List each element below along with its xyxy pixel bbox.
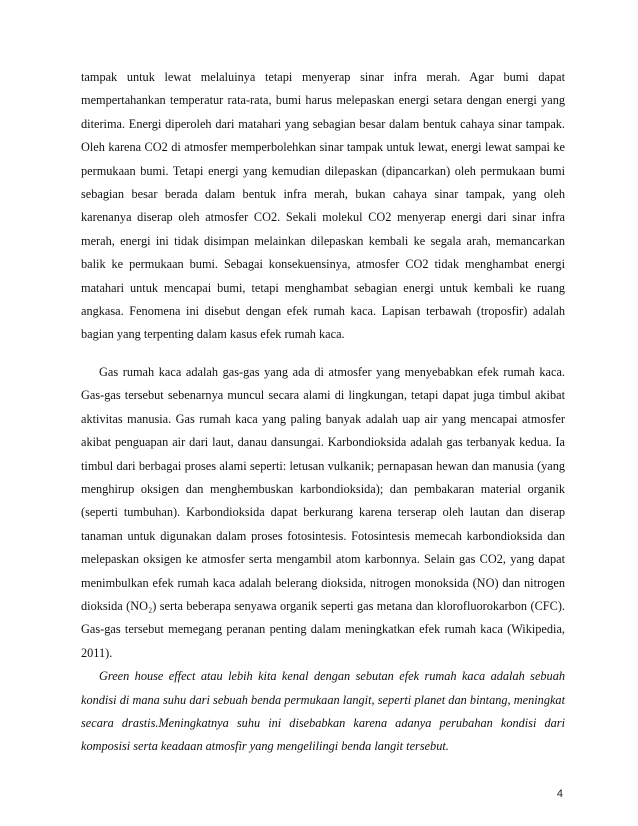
body-text <box>81 66 565 759</box>
paragraph-greenhouse-definition: Green house effect atau lebih kita kenal dengan sebutan efek rumah kaca adalah sebuah kondisi di mana suhu dari sebuah benda permukaan langit, seperti planet dan bintang, meningkat secara drastis.Meningkatnya suhu ini disebabkan karena adanya perubahan kondisi dari komposisi serta keadaan atmosfir yang mengelilingi benda langit tersebut. <box>81 669 565 754</box>
page-number: 4 <box>556 788 563 800</box>
paragraph-greenhouse-mechanism: tampak untuk lewat melaluinya tetapi menyerap sinar infra merah. Agar bumi dapat mempertahankan temperatur rata-rata, bumi harus melepaskan energi setara dengan energi yang diterima. Energi diperoleh dari matahari yang sebagian besar dalam bentuk cahaya sinar tampak. Oleh karena CO2 di atmosfer memperbolehkan sinar tampak untuk lewat, energi lewat sampai ke permukaan bumi. Tetapi energi yang kemudian dilepaskan (dipancarkan) oleh permukaan bumi sebagian besar berada dalam bentuk infra merah, bukan cahaya sinar tampak, yang oleh karenanya diserap oleh atmosfer CO2. Sekali molekul CO2 menyerap energi dari sinar infra merah, energi ini tidak disimpan melainkan dilepaskan kembali ke segala arah, memancarkan balik ke permukaan bumi. Sebagai konsekuensinya, atmosfer CO2 tidak menghambat energi matahari untuk mencapai bumi, tetapi menghambat sebagian energi untuk kembali ke ruang angkasa. Fenomena ini disebut dengan efek rumah kaca. Lapisan terbawah (troposfir) adalah bagian yang terpenting dalam kasus efek rumah kaca. <box>81 70 565 342</box>
paragraph-greenhouse-gases: Gas rumah kaca adalah gas-gas yang ada di atmosfer yang menyebabkan efek rumah kaca. Gas-gas tersebut sebenarnya muncul secara alami di lingkungan, tetapi dapat juga timbul akibat aktivitas manusia. Gas rumah kaca yang paling banyak adalah uap air yang mencapai atmosfer akibat penguapan air dari laut, danau dansungai. Karbondioksida adalah gas terbanyak kedua. Ia timbul dari berbagai proses alami seperti: letusan vulkanik; pernapasan hewan dan manusia (yang menghirup oksigen dan menghembuskan karbondioksida); dan pembakaran material organik (seperti tumbuhan). Karbondioksida dapat berkurang karena terserap oleh lautan dan diserap tanaman untuk digunakan dalam proses fotosintesis. Fotosintesis memecah karbondioksida dan melepaskan oksigen ke atmosfer serta mengambil atom karbonnya. Selain gas CO2, yang dapat menimbulkan efek rumah kaca adalah belerang dioksida, nitrogen monoksida (NO) dan nitrogen dioksida (NO₂) serta beberapa senyawa organik seperti gas metana dan klorofluorokarbon (CFC). Gas-gas tersebut memegang peranan penting dalam meningkatkan efek rumah kaca (Wikipedia, 2011). <box>81 364 565 660</box>
